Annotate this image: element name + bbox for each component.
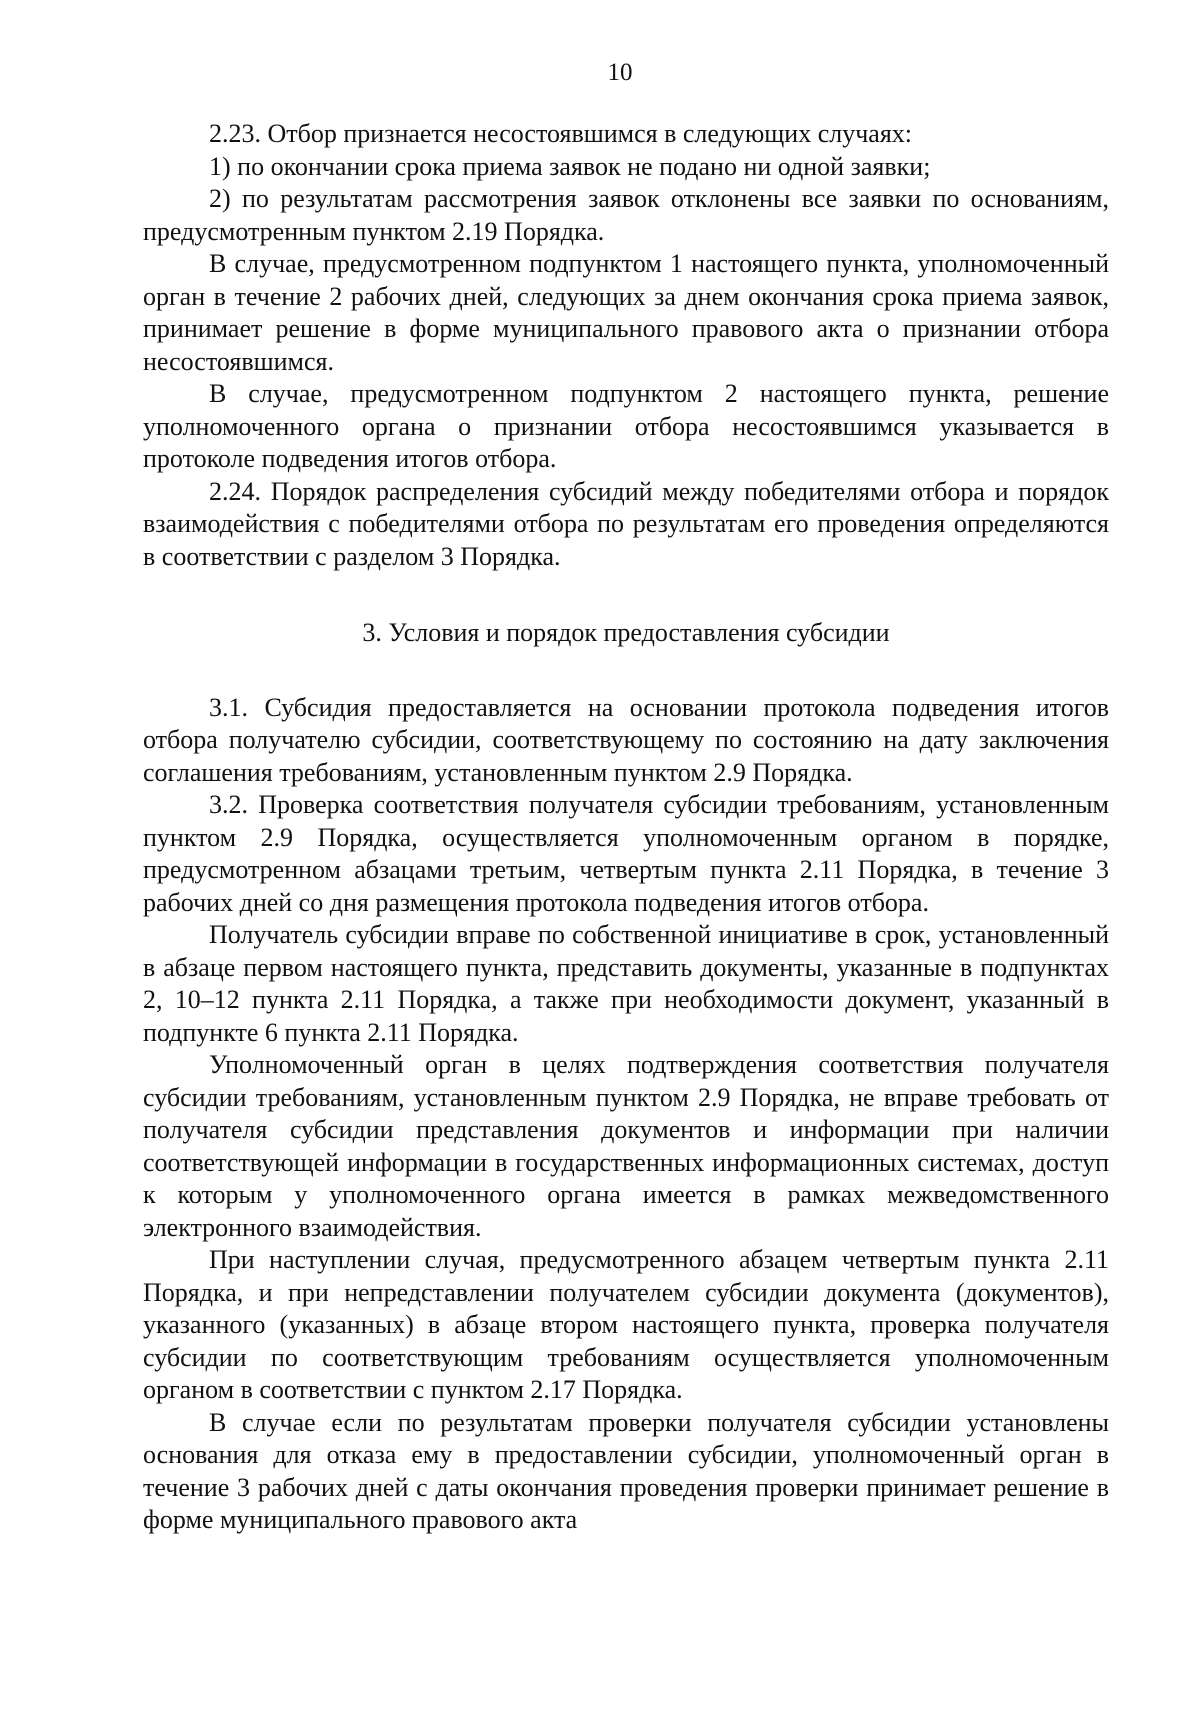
paragraph-authority-restrictions: Уполномоченный орган в целях подтверждения соответствия получателя субсидии требованиям, установленным пунктом 2.9 Порядка, не вправе требовать от получателя субсидии представления документов и информации при наличии соответствующей информации в государственных информационных системах, доступ к которым у уполномоченного органа имеется в рамках межведомственного электронного взаимодействия. bbox=[143, 1050, 1109, 1242]
paragraph-case-item-2: В случае, предусмотренном подпунктом 2 настоящего пункта, решение уполномоченного органа о признании отбора несостоявшимся указывается в протоколе подведения итогов отбора. bbox=[143, 379, 1109, 473]
paragraph-2-23-item-2: 2) по результатам рассмотрения заявок отклонены все заявки по основаниям, предусмотренным пунктом 2.19 Порядка. bbox=[143, 184, 1109, 246]
paragraph-refusal-decision: В случае если по результатам проверки получателя субсидии установлены основания для отказа ему в предоставлении субсидии, уполномоченный орган в течение 3 рабочих дней с даты окончания проведения проверки принимает решение в форме муниципального правового акта bbox=[143, 1407, 1109, 1534]
paragraph-2-24: 2.24. Порядок распределения субсидий между победителями отбора и порядок взаимодействия с победителями отбора по результатам его проведения определяются в соответствии с разделом 3 Порядка. bbox=[143, 476, 1109, 571]
paragraph-2-23-item-1: 1) по окончании срока приема заявок не подано ни одной заявки; bbox=[209, 151, 931, 181]
document-body bbox=[143, 118, 1109, 1537]
section-heading: 3. Условия и порядок предоставления субсидии bbox=[362, 618, 890, 647]
paragraph-2-23: 2.23. Отбор признается несостоявшимся в следующих случаях: bbox=[209, 119, 913, 148]
paragraph-case-item-1: В случае, предусмотренном подпунктом 1 настоящего пункта, уполномоченный орган в течение 2 рабочих дней, следующих за днем окончания срока приема заявок, принимает решение в форме муниципального правового акта о признании отбора несостоявшимся. bbox=[143, 249, 1109, 376]
paragraph-check-procedure: При наступлении случая, предусмотренного абзацем четвертым пункта 2.11 Порядка, и при непредставлении получателем субсидии документа (документов), указанного (указанных) в абзаце втором настоящего пункта, проверка получателя субсидии по соответствующим требованиям осуществляется уполномоченным органом в соответствии с пунктом 2.17 Порядка. bbox=[143, 1245, 1109, 1404]
page-number: 10 bbox=[607, 59, 633, 86]
paragraph-3-2: 3.2. Проверка соответствия получателя субсидии требованиям, установленным пунктом 2.9 Порядка, осуществляется уполномоченным органом в порядке, предусмотренном абзацами третьим, четвертым пункта 2.11 Порядка, в течение 3 рабочих дней со дня размещения протокола подведения итогов отбора. bbox=[143, 790, 1109, 917]
paragraph-3-1: 3.1. Субсидия предоставляется на основании протокола подведения итогов отбора получателю субсидии, соответствующему по состоянию на дату заключения соглашения требованиям, установленным пунктом 2.9 Порядка. bbox=[143, 692, 1109, 787]
paragraph-documents-submission: Получатель субсидии вправе по собственной инициативе в срок, установленный в абзаце первом настоящего пункта, представить документы, указанные в подпунктах 2, 10–12 пункта 2.11 Порядка, а также при необходимости документ, указанный в подпункте 6 пункта 2.11 Порядка. bbox=[143, 920, 1109, 1047]
